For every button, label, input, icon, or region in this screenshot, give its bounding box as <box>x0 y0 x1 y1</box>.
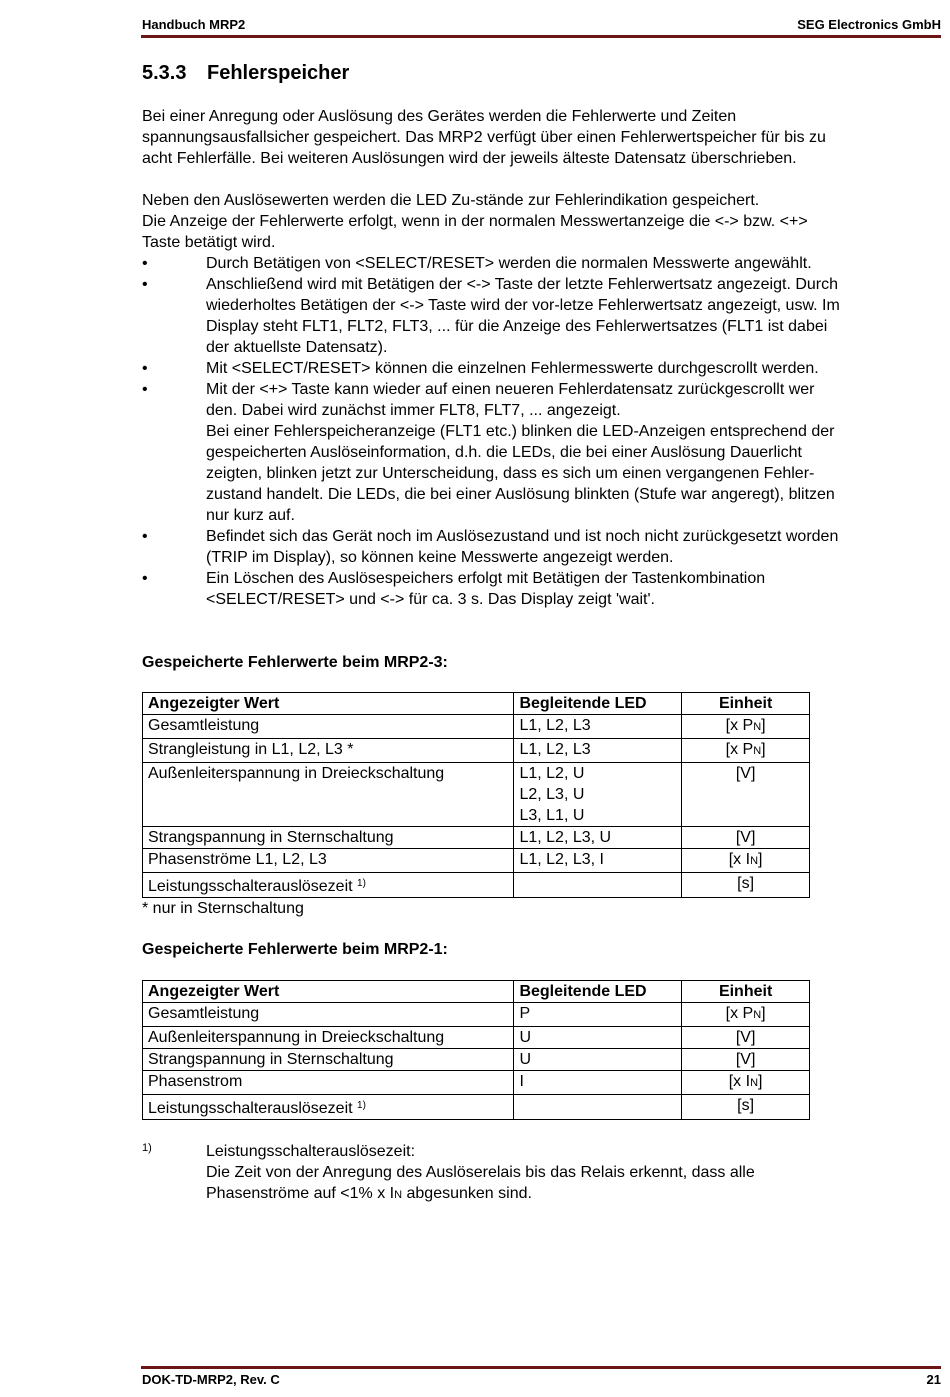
table-row <box>143 1027 810 1049</box>
cell-value: Phasenstrom <box>143 1071 514 1095</box>
cell-value: Leistungsschalterauslösezeit $^{1)}$ <box>143 873 514 898</box>
text-line: wiederholtes Betätigen der <-> Taste wird der vor-letze Fehlerwertsatz angezeigt, usw. Im <box>206 297 840 314</box>
page-number: 21 <box>926 1372 941 1387</box>
column-header-unit: Einheit <box>682 981 810 1003</box>
bullet-icon: • <box>142 360 148 377</box>
text-line: L2, L3, U <box>519 786 585 803</box>
table-row <box>143 1095 810 1120</box>
paragraph-display <box>142 190 937 253</box>
text-line: L3, L1, U <box>519 807 585 824</box>
table-header-row <box>143 981 810 1003</box>
instruction-list <box>142 253 937 610</box>
cell-unit: [x PN] <box>682 739 810 763</box>
text-line: nur kurz auf. <box>206 507 295 524</box>
footnote-ref: 1) <box>357 1100 366 1111</box>
text-line: Neben den Auslösewerten werden die LED Zu-stände zur Fehlerindikation gespeichert. <box>142 192 760 209</box>
text-line: Befindet sich das Gerät noch im Auslösezustand und ist noch nicht zurückgesetzt worden <box>206 528 839 545</box>
cell-unit: [x PN] <box>682 715 810 739</box>
cell-led: I <box>514 1071 682 1095</box>
text-line: Bei einer Fehlerspeicheranzeige (FLT1 etc.) blinken die LED-Anzeigen entsprechend der <box>206 423 835 440</box>
page-footer <box>141 1372 941 1392</box>
paragraph-intro <box>142 106 937 169</box>
text-line: der aktuellste Datensatz). <box>206 339 388 356</box>
table-mrp2-3-heading: Gespeicherte Fehlerwerte beim MRP2-3: <box>142 654 448 671</box>
table-header-row <box>143 693 810 715</box>
list-item <box>142 568 937 610</box>
text-line: Durch Betätigen von <SELECT/RESET> werden die normalen Messwerte angewählt. <box>206 255 812 272</box>
text-line: gespeicherten Auslöseinformation, d.h. die LEDs, die bei einer Auslösung Dauerlicht <box>206 444 802 461</box>
text-line: Mit <SELECT/RESET> können die einzelnen Fehlermesswerte durchgescrollt werden. <box>206 360 819 377</box>
page-header <box>141 13 941 33</box>
table-row <box>143 739 810 763</box>
header-rule <box>141 35 941 38</box>
page-content <box>142 60 937 1206</box>
table-row <box>143 1071 810 1095</box>
cell-unit: [x IN] <box>682 849 810 873</box>
cell-value: Strangspannung in Sternschaltung <box>143 1049 514 1071</box>
bullet-icon: • <box>142 528 148 545</box>
text-line: den. Dabei wird zunächst immer FLT8, FLT7, ... angezeigt. <box>206 402 621 419</box>
bullet-icon: • <box>142 570 148 587</box>
cell-unit: [V] <box>682 763 810 827</box>
cell-led <box>514 873 682 898</box>
list-item <box>142 379 937 526</box>
text-line: spannungsausfallsicher gespeichert. Das MRP2 verfügt über einen Fehlerwertspeicher für bis zu <box>142 129 826 146</box>
text-line: acht Fehlerfälle. Bei weiteren Auslösungen wird der jeweils älteste Datensatz überschrieben. <box>142 150 797 167</box>
column-header-led: Begleitende LED <box>514 981 682 1003</box>
list-item <box>142 358 937 379</box>
cell-led <box>514 763 682 827</box>
header-manual-title: Handbuch MRP2 <box>142 17 246 32</box>
footer-document-id: DOK-TD-MRP2, Rev. C <box>142 1372 280 1387</box>
bullet-icon: • <box>142 276 148 293</box>
text-line: Anschließend wird mit Betätigen der <-> Taste der letzte Fehlerwertsatz angezeigt. Durch <box>206 276 839 293</box>
cell-unit: [s] <box>682 873 810 898</box>
cell-led: U <box>514 1049 682 1071</box>
cell-unit: [x PN] <box>682 1003 810 1027</box>
text-line: Display steht FLT1, FLT2, FLT3, ... für die Anzeige des Fehlerwertsatzes (FLT1 ist dabei <box>206 318 828 335</box>
column-header-value: Angezeigter Wert <box>143 693 514 715</box>
cell-unit: [V] <box>682 827 810 849</box>
table-row <box>143 849 810 873</box>
text-line: L1, L2, U <box>519 765 585 782</box>
cell-unit: [V] <box>682 1049 810 1071</box>
column-header-led: Begleitende LED <box>514 693 682 715</box>
cell-value: Strangspannung in Sternschaltung <box>143 827 514 849</box>
table-mrp2-3 <box>142 692 810 898</box>
bullet-icon: • <box>142 255 148 272</box>
text-line: (TRIP im Display), so können keine Messwerte angezeigt werden. <box>206 549 674 566</box>
cell-value: Strangleistung in L1, L2, L3 * <box>143 739 514 763</box>
cell-value: Phasenströme L1, L2, L3 <box>143 849 514 873</box>
cell-led: L1, L2, L3, U <box>514 827 682 849</box>
column-header-unit: Einheit <box>682 693 810 715</box>
cell-led: L1, L2, L3 <box>514 739 682 763</box>
cell-led: U <box>514 1027 682 1049</box>
text-line: zustand handelt. Die LEDs, die bei einer Auslösung blinkten (Stufe war angeregt), blitzen <box>206 486 835 503</box>
column-header-value: Angezeigter Wert <box>143 981 514 1003</box>
footnote-ref: 1) <box>357 878 366 889</box>
text-line: Ein Löschen des Auslösespeichers erfolgt mit Betätigen der Tastenkombination <box>206 570 766 587</box>
cell-value: Leistungsschalterauslösezeit $^{1)}$ <box>143 1095 514 1120</box>
table-row <box>143 1003 810 1027</box>
cell-led: P <box>514 1003 682 1027</box>
text-line: Die Zeit von der Anregung des Auslöserelais bis das Relais erkennt, dass alle <box>206 1164 755 1181</box>
text-line: Die Anzeige der Fehlerwerte erfolgt, wenn in der normalen Messwertanzeige die <-> bzw. <+> <box>142 213 808 230</box>
text-line: <SELECT/RESET> und <-> für ca. 3 s. Das Display zeigt 'wait'. <box>206 591 655 608</box>
text-line: zeigten, blinken jetzt zur Unterscheidung, dass es sich um einen vergangenen Fehler- <box>206 465 815 482</box>
footer-rule <box>141 1366 941 1369</box>
table-note: * nur in Sternschaltung <box>142 900 304 917</box>
list-item <box>142 253 937 274</box>
cell-unit: [V] <box>682 1027 810 1049</box>
header-company: SEG Electronics GmbH <box>797 17 941 32</box>
text-line: Phasenströme auf <1% x IN abgesunken sind. <box>206 1185 532 1202</box>
cell-value: Außenleiterspannung in Dreieckschaltung <box>143 763 514 827</box>
footnote-mark: 1) <box>142 1142 152 1154</box>
table-row <box>143 715 810 739</box>
cell-led <box>514 1095 682 1120</box>
table-mrp2-1-heading: Gespeicherte Fehlerwerte beim MRP2-1: <box>142 941 448 958</box>
list-item <box>142 526 937 568</box>
section-number: 5.3.3 <box>142 62 187 84</box>
cell-value: Gesamtleistung <box>143 1003 514 1027</box>
cell-unit: [s] <box>682 1095 810 1120</box>
section-heading <box>142 60 937 86</box>
table-row <box>143 1049 810 1071</box>
cell-value: Außenleiterspannung in Dreieckschaltung <box>143 1027 514 1049</box>
cell-value: Gesamtleistung <box>143 715 514 739</box>
cell-led: L1, L2, L3 <box>514 715 682 739</box>
text-line: Taste betätigt wird. <box>142 234 276 251</box>
table-mrp2-1 <box>142 980 810 1120</box>
list-item <box>142 274 937 358</box>
table-row <box>143 827 810 849</box>
section-title: Fehlerspeicher <box>207 62 350 84</box>
text-line: Leistungsschalterauslösezeit: <box>206 1143 416 1160</box>
cell-unit: [x IN] <box>682 1071 810 1095</box>
footnote <box>142 1141 937 1206</box>
table-row <box>143 763 810 827</box>
text-line: Mit der <+> Taste kann wieder auf einen neueren Fehlerdatensatz zurückgescrollt wer <box>206 381 815 398</box>
bullet-icon: • <box>142 381 148 398</box>
cell-led: L1, L2, L3, I <box>514 849 682 873</box>
table-row <box>143 873 810 898</box>
text-line: Bei einer Anregung oder Auslösung des Gerätes werden die Fehlerwerte und Zeiten <box>142 108 737 125</box>
